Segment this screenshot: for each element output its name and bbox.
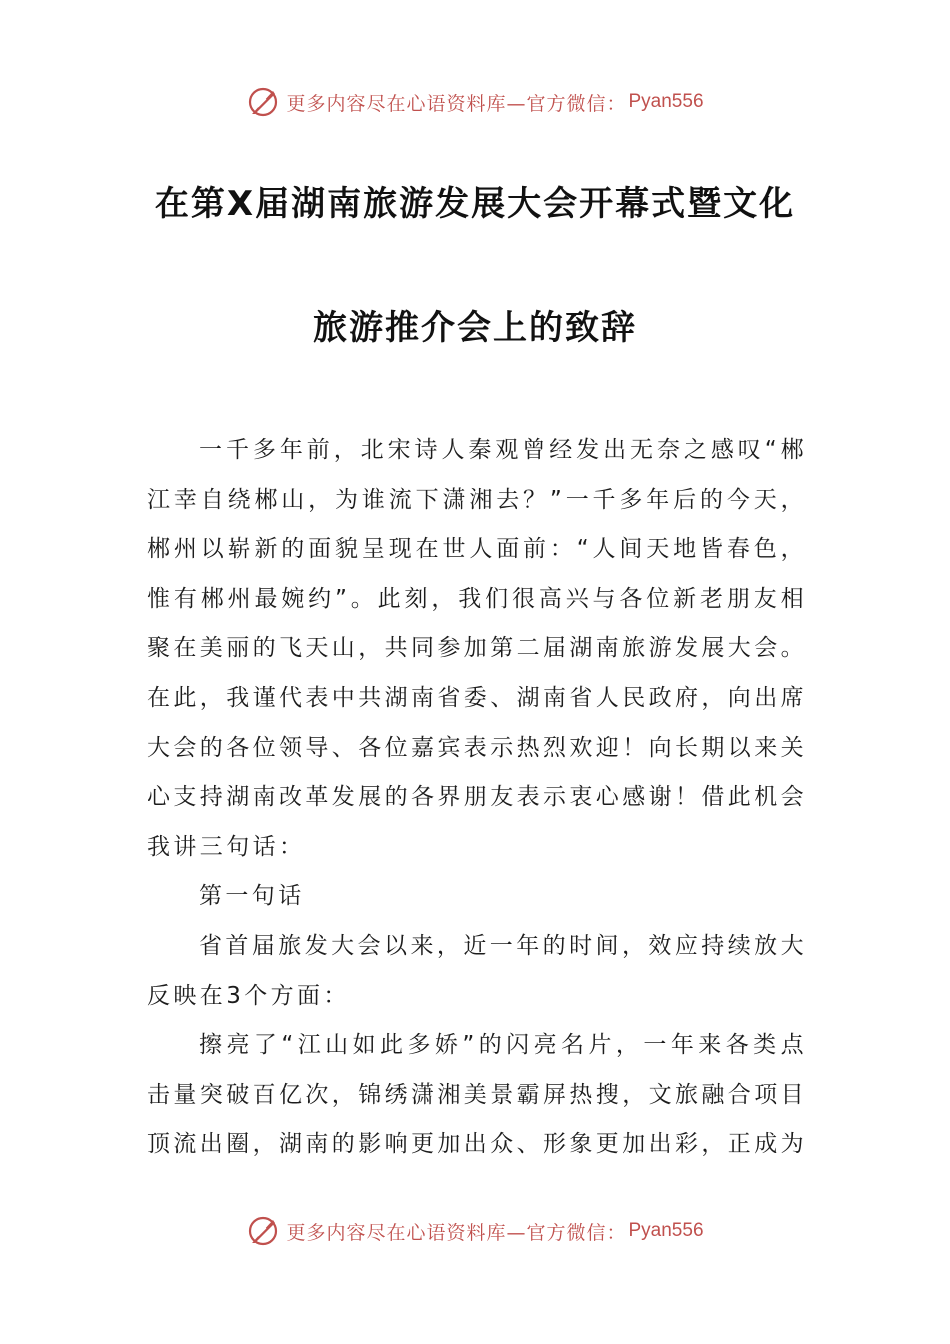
banner-text: 更多内容尽在心语资料库—官方微信： — [286, 1221, 627, 1244]
banner-text: 更多内容尽在心语资料库—官方微信： — [286, 92, 627, 115]
header-banner — [0, 82, 950, 122]
footer-banner — [0, 1211, 950, 1251]
paragraph: 一千多年前，北宋诗人秦观曾经发出无奈之感叹“郴江幸自绕郴山，为谁流下潇湘去？”一千多年后的今天，郴州以崭新的面貌呈现在世人面前：“人间天地皆春色，惟有郴州最婉约”。此刻，我们很高兴与各位新老朋友相聚在美丽的飞天山，共同参加第二届湖南旅游发展大会。在此，我谨代表中共湖南省委、湖南省人民政府，向出席大会的各位领导、各位嘉宾表示热烈欢迎！向长期以来关心支持湖南改革发展的各界朋友表示衷心感谢！借此机会我讲三句话： — [147, 437, 807, 860]
quill-logo-icon — [246, 85, 280, 119]
document-body — [147, 426, 807, 1170]
section-heading: 第一句话 — [199, 883, 305, 910]
banner-wechat-id: Pyan556 — [628, 1220, 704, 1241]
quill-logo-icon — [246, 1214, 280, 1248]
paragraph: 省首届旅发大会以来，近一年的时间，效应持续放大反映在3个方面： — [147, 932, 807, 1009]
banner-wechat-id: Pyan556 — [628, 91, 704, 112]
document-title-line-2: 旅游推介会上的致辞 — [313, 308, 637, 348]
document-title-line-1: 在第X届湖南旅游发展大会开幕式暨文化 — [154, 184, 796, 224]
paragraph: 擦亮了“江山如此多娇”的闪亮名片，一年来各类点击量突破百亿次，锦绣潇湘美景霸屏热搜，文旅融合项目顶流出圈，湖南的影响更加出众、形象更加出彩，正成为 — [147, 1032, 807, 1158]
